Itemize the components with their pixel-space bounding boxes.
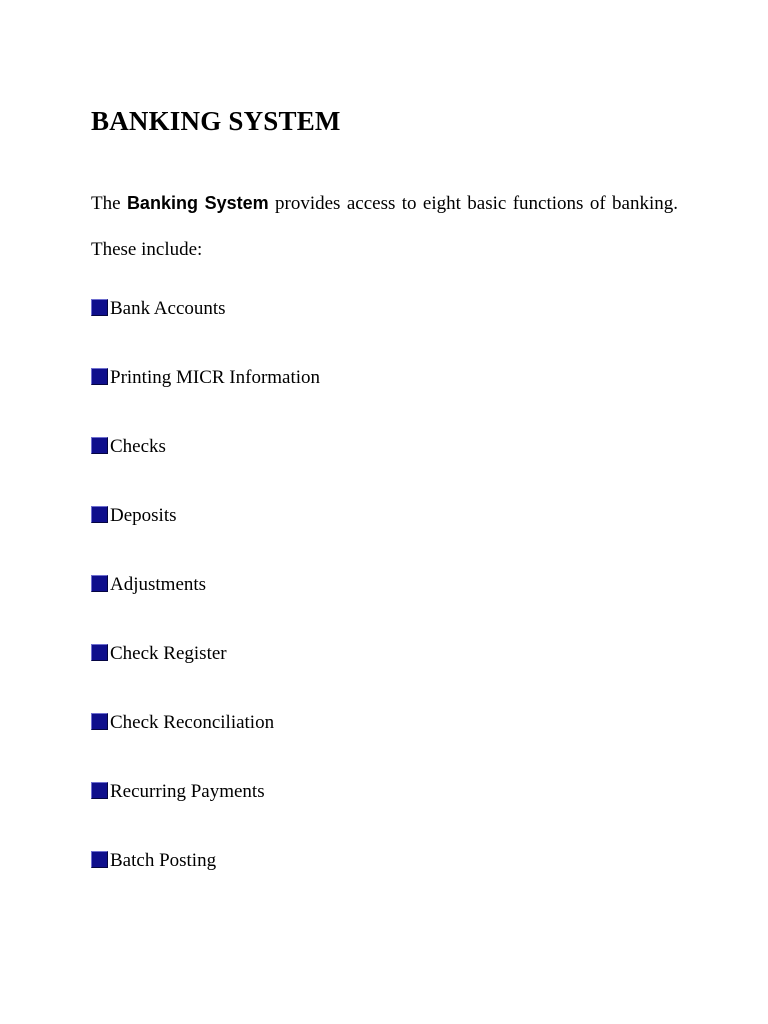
- list-item: [91, 503, 320, 572]
- list-item-label: Printing MICR Information: [110, 367, 321, 388]
- page-title: BANKING SYSTEM: [91, 106, 341, 136]
- blue-square-bullet-icon: [91, 575, 108, 592]
- intro-text-after: provides access to eight basic functions of banking. These include:: [91, 193, 679, 260]
- blue-square-bullet-icon: [91, 851, 108, 868]
- list-item-label: Recurring Payments: [110, 781, 265, 802]
- list-item-label: Bank Accounts: [110, 298, 226, 319]
- blue-square-bullet-icon: [91, 299, 108, 316]
- list-item: [91, 434, 320, 503]
- blue-square-bullet-icon: [91, 644, 108, 661]
- intro-text-before: The: [91, 193, 127, 214]
- blue-square-bullet-icon: [91, 782, 108, 799]
- list-item: [91, 641, 320, 710]
- blue-square-bullet-icon: [91, 713, 108, 730]
- list-item-label: Check Register: [110, 643, 227, 664]
- blue-square-bullet-icon: [91, 368, 108, 385]
- functions-list: [91, 296, 320, 917]
- list-item: [91, 779, 320, 848]
- intro-emphasis: Banking System: [126, 193, 269, 213]
- list-item-label: Adjustments: [110, 574, 207, 595]
- intro-paragraph: [91, 180, 678, 273]
- list-item-label: Check Reconciliation: [110, 712, 275, 733]
- list-item-label: Checks: [110, 436, 166, 457]
- list-item-label: Deposits: [110, 505, 177, 526]
- blue-square-bullet-icon: [91, 506, 108, 523]
- list-item: [91, 848, 320, 917]
- list-item: [91, 296, 320, 365]
- list-item: [91, 572, 320, 641]
- list-item: [91, 710, 320, 779]
- list-item: [91, 365, 320, 434]
- list-item-label: Batch Posting: [110, 850, 217, 871]
- blue-square-bullet-icon: [91, 437, 108, 454]
